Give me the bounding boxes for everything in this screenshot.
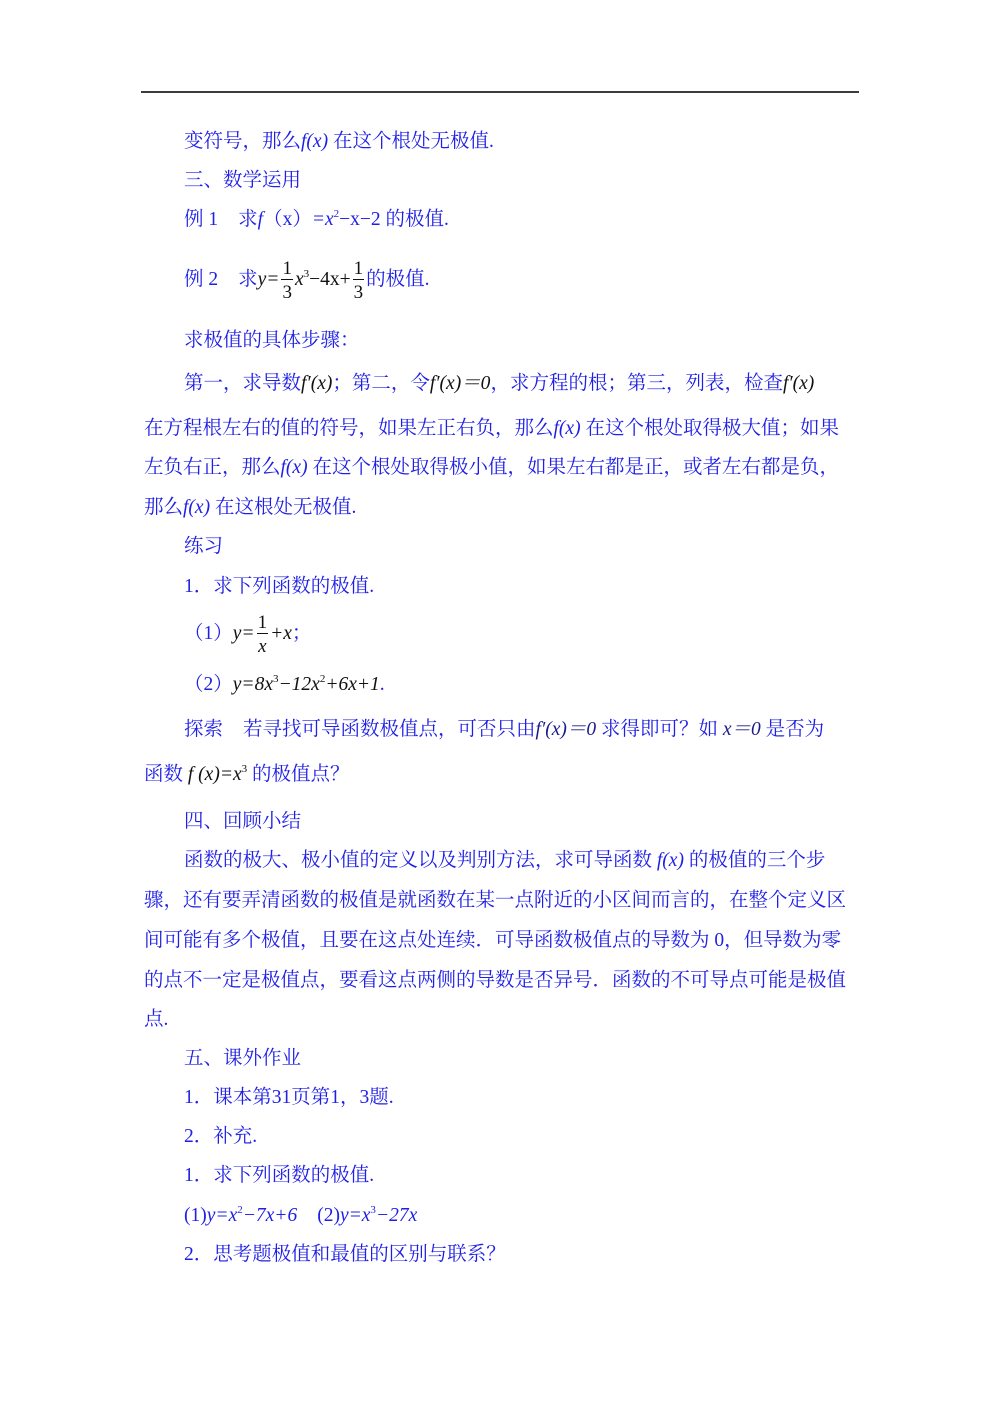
practice-item-1: （1）y= $\frac{1}{x}$ +x；	[184, 612, 312, 658]
steps-line-3: 左负右正，那么f(x) 在这个根处取得极小值，如果左右都是正，或者左右都是负，	[144, 457, 839, 478]
homework-2-question: 1．求下列函数的极值.	[184, 1165, 375, 1186]
practice-title: 练习	[184, 536, 224, 557]
section-heading-4: 四、回顾小结	[184, 811, 302, 832]
fraction-one-third: $\frac{1}{3}$	[282, 258, 292, 304]
continuation-line: 变符号，那么f(x) 在这个根处无极值.	[184, 131, 494, 152]
practice-question: 1．求下列函数的极值.	[184, 576, 375, 597]
steps-line-2: 在方程根左右的值的符号，如果左正右负，那么f(x) 在这个根处取得极大值；如果	[144, 418, 839, 439]
section-heading-5: 五、课外作业	[184, 1048, 302, 1069]
steps-line-1: 第一，求导数f′(x)；第二，令f′(x)＝0，求方程的根；第三，列表，检查f′(x)	[184, 373, 815, 394]
section-heading-3: 三、数学运用	[184, 170, 302, 191]
explore-line-2: 函数 f $(x)=x^3$ 的极值点？	[144, 763, 350, 785]
math-fx: f(x)	[301, 131, 329, 152]
fraction-one-over-x: $\frac{1}{x}$	[257, 612, 268, 658]
steps-line-4: 那么f(x) 在这根处无极值.	[144, 497, 357, 518]
summary-line-3: 间可能有多个极值，且要在这点处连续．可导函数极值点的导数为 0，但导数为零	[144, 930, 842, 951]
summary-line-1: 函数的极大、极小值的定义以及判别方法，求可导函数 f(x) 的极值的三个步	[184, 850, 826, 871]
example-1: 例 1 求$f(x)=x^2-x-2$ 的极值.	[184, 208, 449, 230]
example-2: 例 2 求y= $\frac{1}{3}$ $x^3-4x+$ $\frac{1}{3}$ 的极值.	[184, 258, 430, 304]
summary-line-5: 点.	[144, 1009, 169, 1030]
homework-2: 2．补充.	[184, 1126, 258, 1147]
homework-3: 2．思考题极值和最值的区别与联系？	[184, 1244, 506, 1265]
fraction-one-third: $\frac{1}{3}$	[353, 258, 364, 304]
summary-line-4: 的点不一定是极值点，要看这点两侧的导数是否异号．函数的不可导点可能是极值	[144, 970, 847, 991]
steps-title: 求极值的具体步骤：	[184, 330, 360, 351]
explore-line-1: 探索 若寻找可导函数极值点，可否只由f′(x)＝0 求得即可？如 x＝0 是否为	[184, 719, 825, 740]
practice-item-2: $(2)y=8x^3-12x^2+6x+1$.	[184, 673, 385, 695]
summary-line-2: 骤，还有要弄清函数的极值是就函数在某一点附近的小区间而言的，在整个定义区	[144, 890, 847, 911]
header-rule	[141, 91, 859, 93]
homework-1: 1．课本第31页第1，3题.	[184, 1087, 394, 1108]
homework-2-functions: $(1)y=x^2-7x+6$ $(2)y=x^3-27x$	[184, 1204, 418, 1226]
